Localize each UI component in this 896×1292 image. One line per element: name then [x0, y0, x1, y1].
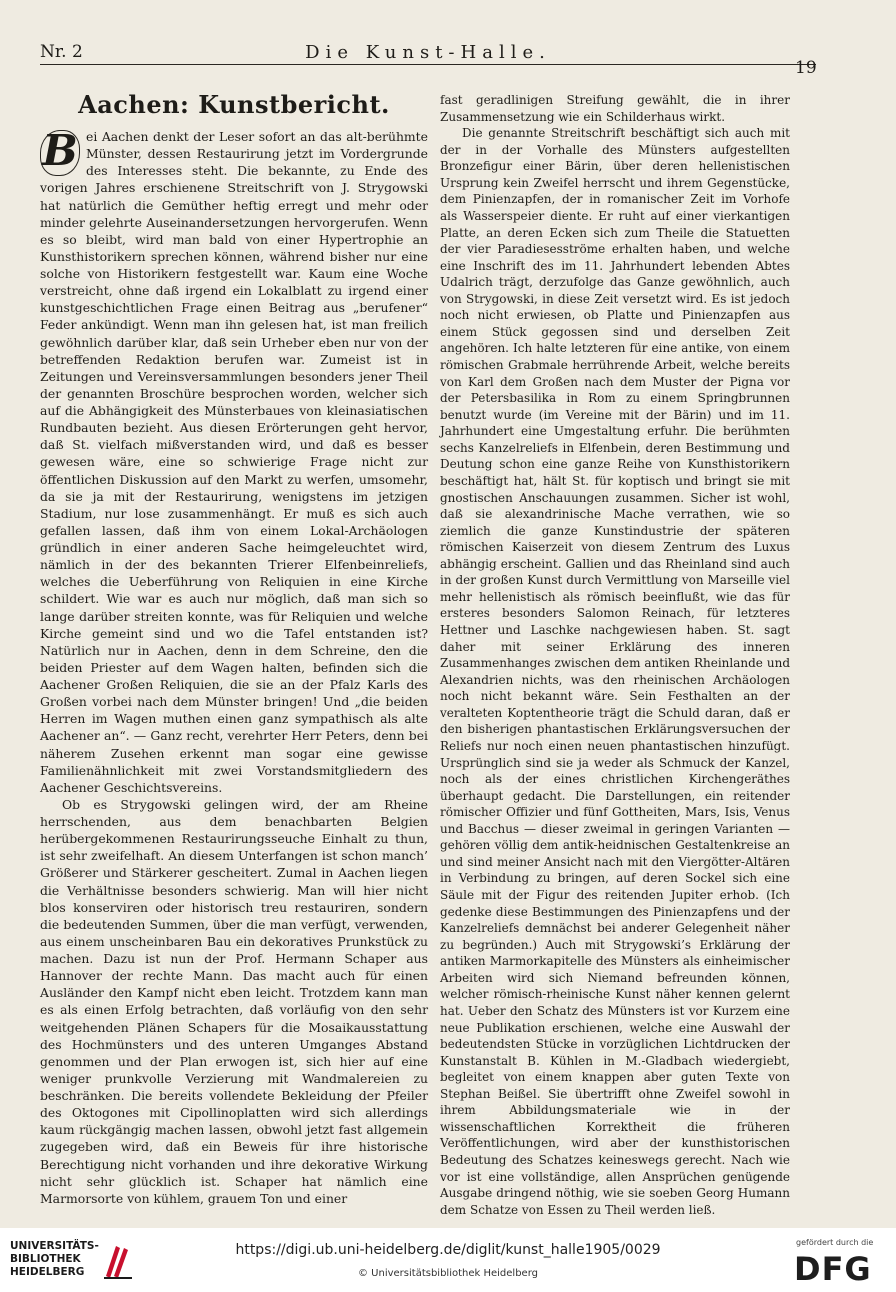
page-number: 19: [795, 58, 817, 78]
running-head: [40, 40, 816, 65]
paragraph-text: ei Aachen denkt der Leser sofort an das alt-berühmte Münster, dessen Restaurirung jetzt im Vordergrunde des Interesses steht. Die bekannte, zu Ende des vorigen Jahres erschienene Streitschrift von J. Strygowski hat natürlich die Gemüther heftig erregt und mehr oder minder gelehrte Auseinandersetzungen hervorgerufen. Wenn es so bleibt, wird man bald von einer Hypertrophie an Kunsthistorikern sprechen können, während bisher nur eine solche von Historikern festgestellt war. Kaum eine Woche verstreicht, ohne daß irgend ein Lokalblatt zu irgend einer kunstgeschichtlichen Frage einen Beitrag aus „berufener“ Feder ankündigt. Wenn man ihn gelesen hat, ist man freilich gewöhnlich darüber klar, daß sein Urheber eben nur von der betreffenden Redaktion berufen war. Zumeist ist in Zeitungen und Vereinsversammlungen besonders jener Theil der genannten Broschüre besprochen worden, welcher sich auf die Abhängigkeit des Münsterbaues von kleinasiatischen Rundbauten bezieht. Aus diesen Erörterungen geht hervor, daß St. vielfach mißverstanden wird, und daß es besser gewesen wäre, eine so schwierige Frage nicht zur öffentlichen Diskussion auf den Markt zu werfen, umsomehr, da sie ja mit der Restaurirung, wenigstens im jetzigen Stadium, nur lose zusammenhängt. Er muß es sich auch gefallen lassen, daß ihm von einem Lokal-Archäologen gründlich in einer anderen Sache heimgeleuchtet wird, nämlich in der des bekannten Trierer Elfenbeinreliefs, welches die Ueberführung von Reliquien in eine Kirche schildert. Wie war es auch nur möglich, daß man sich so lange darüber streiten konnte, was für Reliquien und welche Kirche gemeint sind und wo die Tafel entstanden ist? Natürlich nur in Aachen, denn in dem Schreine, den die beiden Priester auf dem Wagen halten, befinden sich die Aachener Großen Reliquien, die sie an der Pfalz Karls des Großen vorbei nach dem Münster bringen! Und „die beiden Herren im Wagen muthen einen ganz sympathisch als alte Aachener an“. — Ganz recht, verehrter Herr Peters, denn bei näherem Zusehen erkennt man sogar eine gewisse Familienähnlichkeit mit zwei Vorstandsmitgliedern des Aachener Geschichtsvereins.: [40, 129, 428, 795]
funder-caption: gefördert durch die: [796, 1238, 874, 1247]
viewer-footer: [0, 1228, 896, 1292]
copyright-notice: © Universitätsbibliothek Heidelberg: [357, 1268, 538, 1279]
left-column: [40, 90, 428, 1207]
permalink-url[interactable]: https://digi.ub.uni-heidelberg.de/diglit/kunst_halle1905/0029: [235, 1242, 661, 1258]
article-paragraph: Ob es Strygowski gelingen wird, der am Rheine herrschenden, aus dem benachbarten Belgien herübergekommenen Restaurirungsseuche Einhalt zu thun, ist sehr zweifelhaft. An diesem Unterfangen ist schon manch’ Größerer und Stärkerer gescheitert. Zumal in Aachen liegen die Verhältnisse besonders schwierig. Man will hier nicht blos konserviren oder historisch treu restauriren, sondern die bedeutenden Summen, über die man verfügt, verwenden, aus einem unscheinbaren Bau ein dekoratives Prunkstück zu machen. Dazu ist nun der Prof. Hermann Schaper aus Hannover der rechte Mann. Das macht auch für einen Ausländer den Kampf nicht eben leicht. Trotzdem kann man es als einen Erfolg betrachten, daß vorläufig von den sehr weitgehenden Plänen Schapers für die Mosaikausstattung des Hochmünsters und des unteren Umganges Abstand genommen und der Plan erwogen ist, sich hier auf eine weniger prunkvolle Verzierung mit Wandmalereien zu beschränken. Die bereits vollendete Bekleidung der Pfeiler des Oktogones mit Cipollinoplatten wird sich allerdings kaum rückgängig machen lassen, obwohl jetzt fast allgemein zugegeben wird, daß ein Beweis für ihre historische Berechtigung nicht vorhanden und ihre dekorative Wirkung nicht sehr glücklich ist. Schaper hat nämlich eine Marmorsorte von kühlem, grauem Ton und einer: [40, 796, 428, 1206]
library-name: UNIVERSITÄTS- BIBLIOTHEK HEIDELBERG: [10, 1240, 99, 1278]
article-paragraph: [40, 128, 428, 796]
dfg-logo: DFG: [794, 1250, 872, 1288]
issue-number: Nr. 2: [40, 42, 83, 62]
article-paragraph: Die genannte Streitschrift beschäftigt sich auch mit der in der Vorhalle des Münsters aufgestellten Bronzefigur einer Bärin, über deren hellenistischen Ursprung kein Zweifel herrscht und ihrem Gegenstücke, dem Pinienzapfen, der in romanischer Zeit im Vorhofe als Wasserspeier diente. Er ruht auf einer vierkantigen Platte, an deren Ecken sich zum Theile die Statuetten der vier Paradiesesströme erhalten haben, und welche eine Inschrift des im 11. Jahrhundert lebenden Abtes Udalrich trägt, derzufolge das Ganze gewöhnlich, auch von Strygowski, in diese Zeit versetzt wird. Es ist jedoch noch nicht erwiesen, ob Platte und Pinienzapfen aus einem Stück gegossen sind und derselben Zeit angehören. Ich halte letzteren für eine antike, von einem römischen Grabmale herrührende Arbeit, welche bereits von Karl dem Großen nach dem Muster der Pigna vor der Petersbasilika in Rom zu einem Springbrunnen benutzt wurde (im Vereine mit der Bärin) und im 11. Jahrhundert eine Umgestaltung erfuhr. Die berühmten sechs Kanzelreliefs in Elfenbein, deren Bestimmung und Deutung schon eine ganze Reihe von Kunsthistorikern beschäftigt hat, hält St. für koptisch und bringt sie mit gnostischen Anschauungen zusammen. Sicher ist wohl, daß sie alexandrinische Mache verrathen, wie so ziemlich die ganze Kunstindustrie der späteren römischen Kaiserzeit von diesem Zentrum des Luxus abhängig erscheint. Gallien und das Rheinland sind auch in der großen Kunst durch Vermittlung von Marseille viel mehr hellenistisch als römisch beeinflußt, wie das für ersteres besonders Salomon Reinach, für letzteres Hettner und Laschke nachgewiesen haben. St. sagt daher mit seiner Erklärung des inneren Zusammenhanges zwischen dem antiken Rheinlande und Alexandrien nichts, was den rheinischen Archäologen noch nicht bekannt wäre. Sein Festhalten an der veralteten Koptentheorie trägt die Schuld daran, daß er den bisherigen phantastischen Erklärungsversuchen der Reliefs nur noch einen neuen phantastischen hinzufügt. Ursprünglich sind sie ja weder als Schmuck der Kanzel, noch als der eines christlichen Kirchengeräthes überhaupt gedacht. Die Darstellungen, ein reitender römischer Offizier und fünf Gottheiten, Mars, Isis, Venus und Bacchus — dieser zweimal in geringen Varianten — gehören völlig dem antik-heidnischen Gestaltenkreise an und sind meiner Ansicht nach mit den Viergötter-Altären in Verbindung zu bringen, auf deren Sockel sich eine Säule mit der Figur des reitenden Jupiter erhob. (Ich gedenke diese Bestimmungen des Pinienzapfens und der Kanzelreliefs demnächst bei anderer Gelegenheit näher zu begründen.) Auch mit Strygowski’s Erklärung der antiken Marmorkapitelle des Münsters als einheimischer Arbeiten wird sich Niemand befreunden können, welcher römisch-rheinische Kunst näher kennen gelernt hat. Ueber den Schatz des Münsters ist vor Kurzem eine neue Publikation erschienen, welche eine Auswahl der bedeutendsten Stücke in vorzüglichen Lichtdrucken der Kunstanstalt B. Kühlen in M.-Gladbach wiedergiebt, begleitet von einem knappen aber guten Texte von Stephan Beißel. Sie übertrifft ohne Zweifel sowohl in ihrem Abbildungsmateriale wie in der wissenschaftlichen Korrektheit die früheren Veröffentlichungen, wird aber der kunsthistorischen Bedeutung des Schatzes keineswegs gerecht. Nach wie vor ist eine vollständige, allen Ansprüchen genügende Ausgabe dringend nöthig, wie sie soeben Georg Humann dem Schatze von Essen zu Theil werden ließ.: [440, 126, 790, 1217]
funder-badge[interactable]: [782, 1234, 890, 1288]
article-paragraph: fast geradlinigen Streifung gewählt, die in ihrer Zusammensetzung wie ein Schilderhaus wirkt.: [440, 93, 790, 124]
right-column: [440, 92, 790, 1218]
dropcap-initial: B: [40, 130, 80, 176]
journal-title: Die Kunst-Halle.: [305, 42, 551, 63]
article-title: Aachen: Kunstbericht.: [78, 90, 390, 119]
